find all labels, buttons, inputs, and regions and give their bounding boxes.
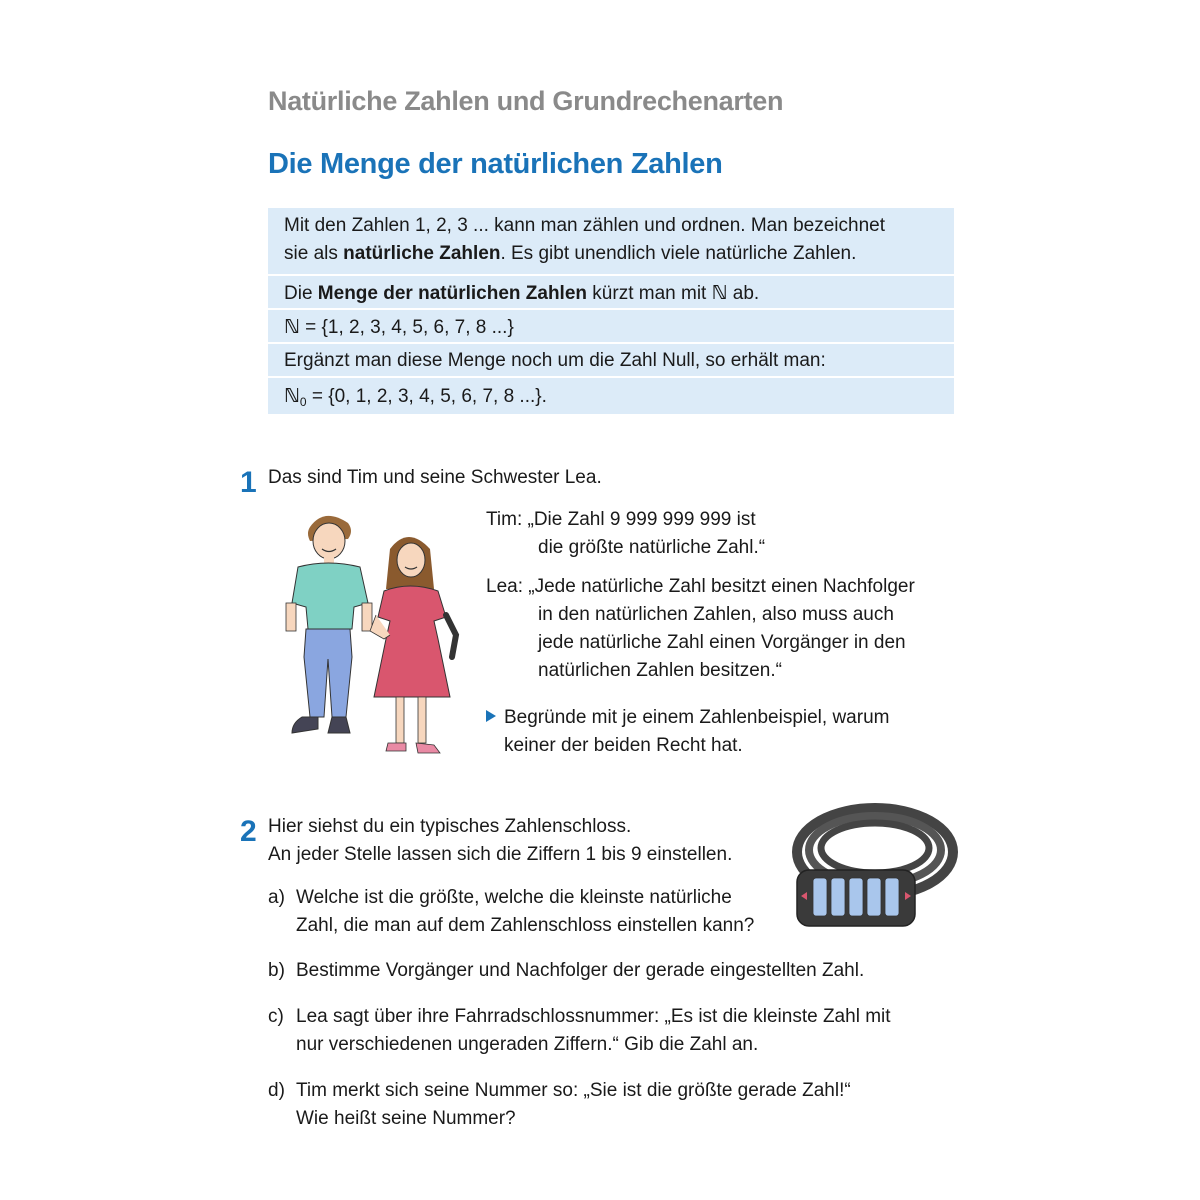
definition-line-5: Ergänzt man diese Menge noch um die Zahl Null, so erhält man: [268, 344, 954, 378]
task-2b-line-1: Bestimme Vorgänger und Nachfolger der gerade eingestellten Zahl. [296, 960, 865, 981]
definition-line-2 [284, 240, 954, 268]
lea-figure [370, 537, 456, 753]
task-2-number: 2 [240, 815, 257, 848]
task-2c-label: c) [268, 1006, 284, 1027]
tim-statement-line-1: Tim: „Die Zahl 9 999 999 999 ist [486, 509, 756, 530]
term-menge: Menge der natürlichen Zahlen [317, 283, 588, 304]
tim-figure [286, 516, 372, 733]
term-natuerliche-zahlen: natürliche Zahlen [343, 243, 501, 264]
definition-intro [268, 208, 954, 276]
tim-statement [486, 506, 765, 562]
task-1-instruction-line-1: Begründe mit je einem Zahlenbeispiel, warum [504, 707, 890, 728]
subscript-zero: 0 [299, 395, 307, 409]
lea-statement-line-1: Lea: „Jede natürliche Zahl besitzt einen Nachfolger [486, 576, 915, 597]
lea-statement-line-3: jede natürliche Zahl einen Vorgänger in den [538, 632, 906, 653]
definition-text: kürzt man mit [587, 283, 712, 304]
chapter-title: Natürliche Zahlen und Grundrechenarten [268, 86, 784, 116]
task-2c-line-2: nur verschiedenen ungeraden Ziffern.“ Gib die Zahl an. [296, 1034, 759, 1055]
set-symbol-n: ℕ [284, 316, 300, 338]
tim-statement-line-2: die größte natürliche Zahl.“ [538, 537, 766, 558]
definition-text: ab. [727, 283, 760, 304]
task-1-number: 1 [240, 466, 257, 499]
task-2a-label: a) [268, 887, 285, 908]
definition-box [268, 208, 954, 414]
set-symbol-n: ℕ [711, 282, 728, 304]
lea-statement [486, 573, 915, 685]
definition-text: sie als [284, 243, 344, 264]
definition-text: Die [284, 283, 318, 304]
lea-statement-line-2: in den natürlichen Zahlen, also muss auch [538, 604, 894, 625]
task-2d-line-1: Tim merkt sich seine Nummer so: „Sie ist die größte gerade Zahl!“ [296, 1080, 851, 1101]
task-2d-line-2: Wie heißt seine Nummer? [296, 1108, 516, 1129]
task-2-intro-line-1: Hier siehst du ein typisches Zahlenschloss. [268, 816, 632, 837]
task-2b [268, 957, 864, 985]
task-1-instruction-line-2: keiner der beiden Recht hat. [504, 735, 743, 756]
set-n: = {1, 2, 3, 4, 5, 6, 7, 8 ...} [299, 317, 514, 338]
task-1-instruction [486, 704, 889, 760]
definition-line-6 [268, 378, 954, 414]
lea-statement-line-4: natürlichen Zahlen besitzen.“ [538, 660, 782, 681]
task-2d-label: d) [268, 1080, 285, 1101]
combination-lock-illustration [783, 800, 958, 940]
definition-line-3 [268, 276, 954, 310]
task-2a-line-2: Zahl, die man auf dem Zahlenschloss einstellen kann? [296, 915, 755, 936]
set-symbol-n0: ℕ [284, 385, 300, 407]
section-title: Die Menge der natürlichen Zahlen [268, 148, 723, 180]
definition-text: . Es gibt unendlich viele natürliche Zahlen. [500, 243, 857, 264]
set-n0: = {0, 1, 2, 3, 4, 5, 6, 7, 8 ...}. [306, 386, 547, 407]
task-2-intro [268, 813, 732, 869]
task-2-intro-line-2: An jeder Stelle lassen sich die Ziffern 1 bis 9 einstellen. [268, 844, 733, 865]
task-2a [268, 884, 754, 940]
task-2a-line-1: Welche ist die größte, welche die kleinste natürliche [296, 887, 732, 908]
definition-line-4 [268, 310, 954, 344]
task-2b-label: b) [268, 960, 285, 981]
task-2d [268, 1077, 851, 1133]
triangle-bullet-icon [486, 710, 496, 722]
task-1-intro: Das sind Tim und seine Schwester Lea. [268, 467, 602, 488]
definition-line-1: Mit den Zahlen 1, 2, 3 ... kann man zählen und ordnen. Man bezeichnet [284, 215, 885, 236]
task-2c [268, 1003, 891, 1059]
tim-and-lea-illustration [272, 505, 472, 765]
task-2c-line-1: Lea sagt über ihre Fahrradschlossnummer: „Es ist die kleinste Zahl mit [296, 1006, 891, 1027]
